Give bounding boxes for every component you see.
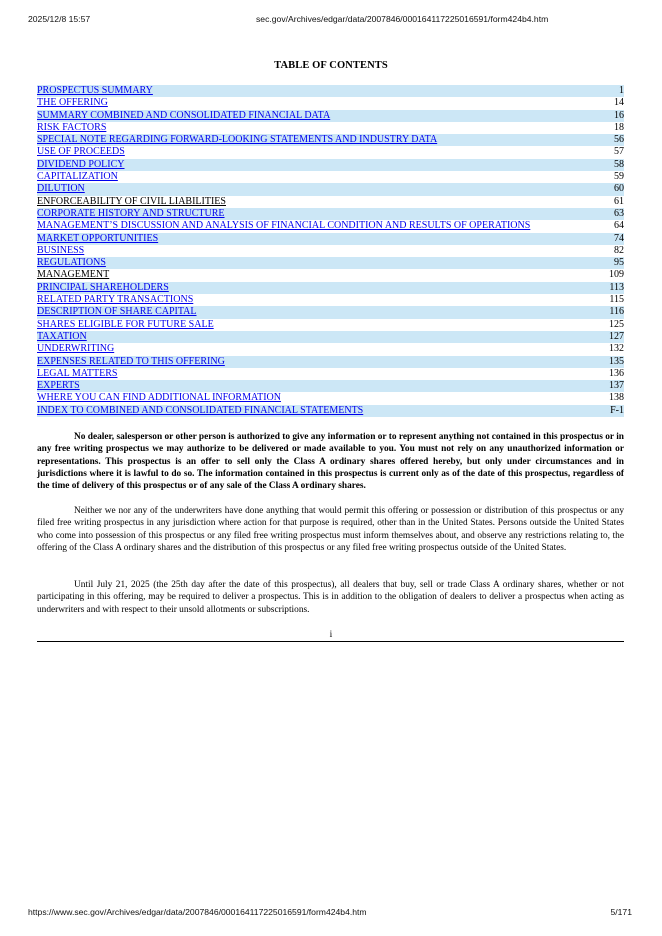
toc-entry-link[interactable]: SHARES ELIGIBLE FOR FUTURE SALE — [37, 318, 214, 330]
toc-entry-cell — [37, 282, 564, 294]
toc-page-number: 109 — [609, 269, 624, 281]
toc-row — [37, 159, 624, 171]
toc-entry-cell — [37, 220, 564, 232]
toc-page-number: 61 — [614, 195, 624, 207]
toc-entry-cell — [37, 380, 564, 392]
toc-row — [37, 110, 624, 122]
toc-row — [37, 122, 624, 134]
toc-entry-cell — [37, 171, 564, 183]
toc-entry-cell — [37, 85, 564, 97]
toc-entry-link[interactable]: RISK FACTORS — [37, 121, 107, 133]
toc-row — [37, 282, 624, 294]
toc-entry-link[interactable]: UNDERWRITING — [37, 343, 115, 355]
notice-dealer-delivery — [37, 579, 624, 616]
print-header — [28, 14, 624, 28]
toc-entry-link[interactable]: PROSPECTUS SUMMARY — [37, 85, 153, 96]
toc-page-number: 60 — [564, 183, 624, 195]
toc-entry-cell — [37, 196, 564, 208]
toc-row — [37, 392, 624, 404]
print-date: 2025/12/8 15:57 — [28, 14, 91, 24]
toc-page-number: 125 — [609, 318, 624, 330]
toc-entry-link[interactable]: BUSINESS — [37, 244, 85, 256]
toc-entry-cell — [37, 110, 564, 122]
toc-row — [37, 97, 624, 109]
toc-row — [37, 220, 624, 232]
toc-row — [37, 245, 624, 257]
toc-entry-link[interactable]: CORPORATE HISTORY AND STRUCTURE — [37, 207, 225, 219]
toc-row — [37, 257, 624, 269]
toc-row — [37, 85, 624, 97]
toc-row — [37, 269, 624, 281]
footer-page-count: 5/171 — [610, 907, 632, 917]
toc-page-number: 138 — [609, 392, 624, 404]
toc-entry-link[interactable]: MARKET OPPORTUNITIES — [37, 232, 159, 244]
toc-entry-link[interactable]: TAXATION — [37, 330, 87, 342]
notice-distribution-text: Neither we nor any of the underwriters have done anything that would permit this offering or possession or distribution of this prospectus or any filed free writing prospectus in any jurisdiction where action for that purpose is required, other than in the United States. Persons outside the United States who come into possession of this prospectus or any filed free writing prospectus must inform themselves about, and observe any restrictions relating to, the offering of the Class A ordinary shares and the distribution of this prospectus or any filed free writing prospectus outside of the United States. — [37, 506, 624, 553]
toc-page-number: F-1 — [564, 405, 624, 417]
toc-entry-cell — [37, 269, 564, 281]
toc-entry-link[interactable]: THE OFFERING — [37, 97, 108, 109]
toc-row — [37, 183, 624, 195]
toc-page-number: 56 — [564, 134, 624, 146]
toc-row — [37, 171, 624, 183]
toc-entry-link[interactable]: USE OF PROCEEDS — [37, 146, 125, 158]
toc-entry-cell — [37, 331, 564, 343]
toc-entry-cell — [37, 257, 564, 269]
toc-page-number: 74 — [564, 233, 624, 245]
toc-entry-link[interactable]: REGULATIONS — [37, 257, 106, 269]
toc-entry-link[interactable]: CAPITALIZATION — [37, 171, 118, 183]
toc-entry-cell — [37, 233, 564, 245]
toc-entry-link[interactable]: DESCRIPTION OF SHARE CAPITAL — [37, 306, 197, 318]
toc-page-number: 59 — [614, 171, 624, 183]
toc-page-number: 127 — [564, 331, 624, 343]
toc-page-number: 57 — [614, 146, 624, 158]
toc-page-number: 136 — [609, 367, 624, 379]
toc-page-number: 64 — [614, 220, 624, 232]
toc-row — [37, 331, 624, 343]
toc-entry-cell — [37, 294, 564, 306]
toc-page-number: 132 — [609, 343, 624, 355]
toc-entry-cell — [37, 319, 564, 331]
toc-entry-cell — [37, 356, 564, 368]
toc-entry-cell — [37, 343, 564, 355]
toc-entry-cell — [37, 368, 564, 380]
toc-page-number: 58 — [564, 159, 624, 171]
toc-page-number: 63 — [564, 208, 624, 220]
notice-authorization — [37, 431, 624, 492]
toc-row — [37, 306, 624, 318]
toc-entry-cell — [37, 208, 564, 220]
toc-entry-link: ENFORCEABILITY OF CIVIL LIABILITIES — [37, 195, 226, 207]
toc-page-number: 113 — [564, 282, 624, 294]
toc-entry-link[interactable]: PRINCIPAL SHAREHOLDERS — [37, 281, 169, 293]
toc-entry-link[interactable]: DIVIDEND POLICY — [37, 158, 125, 170]
print-url: sec.gov/Archives/edgar/data/2007846/000164117225016591/form424b4.htm — [256, 14, 549, 24]
toc-entry-cell — [37, 159, 564, 171]
toc-entry-cell — [37, 183, 564, 195]
toc-entry-link[interactable]: MANAGEMENT’S DISCUSSION AND ANALYSIS OF FINANCIAL CONDITION AND RESULTS OF OPERATIONS — [37, 220, 531, 232]
toc-entry-cell — [37, 134, 564, 146]
notice-distribution — [37, 505, 624, 554]
notice-authorization-text: No dealer, salesperson or other person is authorized to give any information or to represent anything not contained in this prospectus or in any free writing prospectus we may authorize to be delivered or made available to you. You must not rely on any unauthorized information or representations. This prospectus is an offer to sell only the Class A ordinary shares offered hereby, but only under circumstances and in jurisdictions where it is lawful to do so. The information contained in this prospectus is current only as of the date of this prospectus, regardless of the time of delivery of this prospectus or of any sale of the Class A ordinary shares. — [37, 432, 625, 492]
toc-title: TABLE OF CONTENTS — [274, 60, 388, 71]
toc-table — [37, 85, 624, 417]
toc-body — [37, 85, 624, 417]
toc-row — [37, 356, 624, 368]
toc-entry-link[interactable]: INDEX TO COMBINED AND CONSOLIDATED FINANCIAL STATEMENTS — [37, 404, 364, 416]
print-footer — [28, 907, 632, 921]
toc-row — [37, 294, 624, 306]
toc-page-number: 135 — [564, 356, 624, 368]
footer-url: https://www.sec.gov/Archives/edgar/data/2007846/000164117225016591/form424b4.htm — [28, 907, 367, 917]
page-divider — [37, 641, 624, 642]
toc-row — [37, 380, 624, 392]
toc-entry-cell — [37, 245, 564, 257]
toc-entry-cell — [37, 146, 564, 158]
toc-page-number: 115 — [609, 294, 624, 306]
toc-page-number: 116 — [564, 306, 624, 318]
toc-entry-link[interactable]: DILUTION — [37, 183, 85, 195]
toc-row — [37, 146, 624, 158]
toc-row — [37, 343, 624, 355]
toc-entry-cell — [37, 392, 564, 404]
toc-entry-link[interactable]: SPECIAL NOTE REGARDING FORWARD-LOOKING STATEMENTS AND INDUSTRY DATA — [37, 134, 438, 146]
toc-row — [37, 233, 624, 245]
notice-dealer-delivery-text: Until July 21, 2025 (the 25th day after the date of this prospectus), all dealers that buy, sell or trade Class A ordinary shares, whether or not participating in this offering, may be required to deliver a prospectus. This is in addition to the obligation of dealers to deliver a prospectus when acting as underwriters and with respect to their unsold allotments or subscriptions. — [37, 580, 624, 615]
toc-page-number: 1 — [564, 85, 624, 97]
toc-entry-link[interactable]: LEGAL MATTERS — [37, 367, 118, 379]
toc-entry-link: MANAGEMENT — [37, 269, 110, 281]
toc-entry-link[interactable]: WHERE YOU CAN FIND ADDITIONAL INFORMATION — [37, 392, 281, 404]
toc-page-number: 95 — [564, 257, 624, 269]
toc-row — [37, 134, 624, 146]
toc-entry-link[interactable]: RELATED PARTY TRANSACTIONS — [37, 294, 194, 306]
toc-entry-link[interactable]: EXPERTS — [37, 380, 80, 392]
toc-page-number: 18 — [614, 121, 624, 133]
toc-row — [37, 196, 624, 208]
page-number: i — [329, 630, 333, 640]
toc-row — [37, 368, 624, 380]
toc-entry-cell — [37, 306, 564, 318]
toc-row — [37, 319, 624, 331]
toc-entry-link[interactable]: SUMMARY COMBINED AND CONSOLIDATED FINANCIAL DATA — [37, 109, 331, 121]
toc-page-number: 137 — [564, 380, 624, 392]
toc-entry-cell — [37, 97, 564, 109]
toc-entry-cell — [37, 122, 564, 134]
toc-row — [37, 405, 624, 417]
toc-page-number: 16 — [564, 110, 624, 122]
toc-entry-cell — [37, 405, 564, 417]
toc-page-number: 14 — [614, 97, 624, 109]
toc-entry-link[interactable]: EXPENSES RELATED TO THIS OFFERING — [37, 355, 225, 367]
toc-page-number: 82 — [614, 244, 624, 256]
toc-row — [37, 208, 624, 220]
